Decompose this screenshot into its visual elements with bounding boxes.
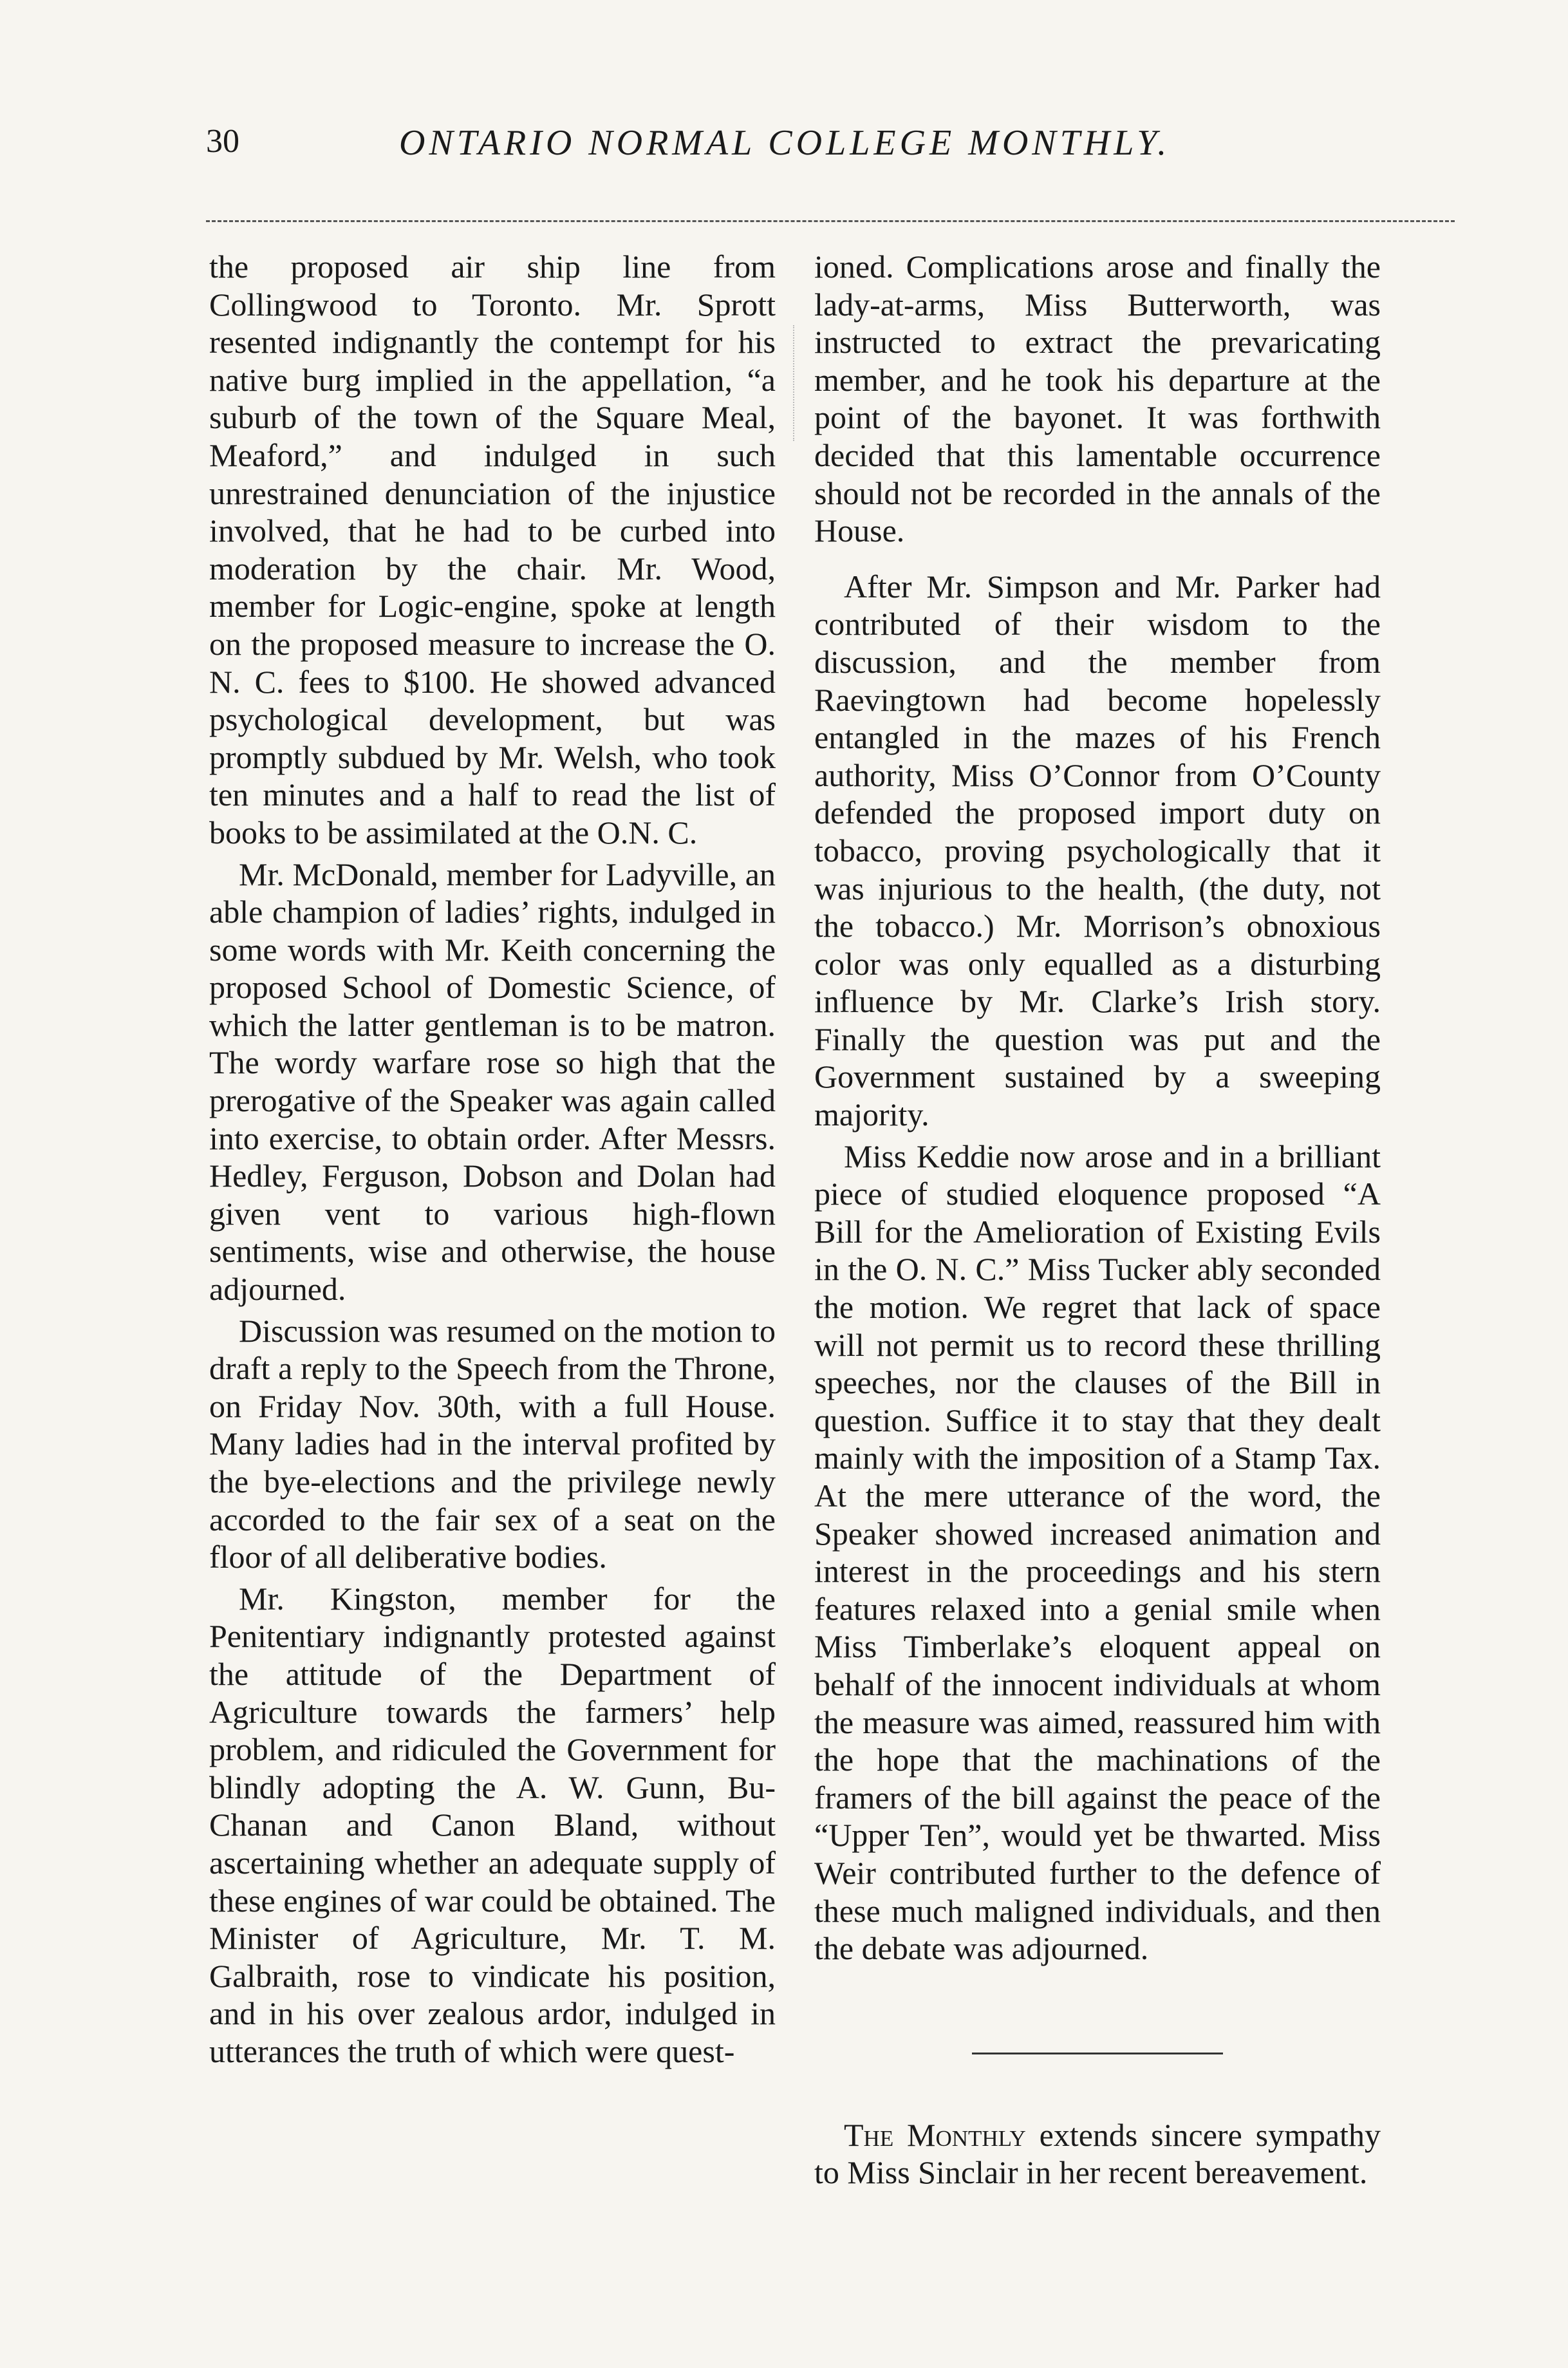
header-rule [206, 220, 1455, 222]
notice-paragraph [814, 2116, 1381, 2192]
paragraph: Discussion was resumed on the motion to draft a reply to the Speech from the Throne, on Friday Nov. 30th, with a full House. Many ladies had in the interval profited by the bye-elections and the privilege newly accorded to the fair sex of a seat on the floor of all deliberative bodies. [209, 1312, 776, 1575]
section-rule [972, 2053, 1223, 2054]
page-number: 30 [206, 123, 239, 160]
running-title: ONTARIO NORMAL COLLEGE MONTHLY. [399, 123, 1171, 163]
paragraph: Miss Keddie now arose and in a brilliant piece of studied eloquence proposed “A Bill for the Amelioration of Existing Evils in the O. N. C.” Miss Tucker ably seconded the motion. We regret that lack of space will not permit us to record these thrilling speeches, nor the clauses of the Bill in question. Suffice it to stay that they dealt mainly with the imposition of a Stamp Tax. At the mere utterance of the word, the Speaker showed increased animation and interest in the proceedings and his stern features relaxed into a genial smile when Miss Timberlake’s eloquent appeal on behalf of the innocent individuals at whom the measure was aimed, reassured him with the hope that the machinations of the framers of the bill against the peace of the “Upper Ten”, would yet be thwarted. Miss Weir contributed further to the defence of these much maligned individuals, and then the debate was adjourned. [814, 1138, 1381, 1967]
paragraph: Mr. McDonald, member for Ladyville, an able champion of ladies’ rights, indulged in some words with Mr. Keith concerning the proposed School of Domestic Science, of which the latter gentleman is to be matron. The wordy warfare rose so high that the prerogative of the Speaker was again called into exercise, to obtain order. After Messrs. Hedley, Ferguson, Dobson and Dolan had given vent to various high-flown sentiments, wise and otherwise, the house adjourned. [209, 856, 776, 1308]
right-column [814, 248, 1381, 2195]
paragraph: Mr. Kingston, member for the Penitentiary indignantly protested against the attitude of the Department of Agriculture towards the farmers’ help problem, and ridiculed the Government for blindly adopting the A. W. Gunn, Bu-Chanan and Canon Bland, without ascertaining whether an adequate supply of these engines of war could be obtained. The Minister of Agriculture, Mr. T. M. Galbraith, rose to vindicate his position, and in his over zealous ardor, indulged in utterances the truth of which were quest- [209, 1580, 776, 2069]
notice-lead: The Monthly [844, 2116, 1026, 2153]
page-header [206, 122, 1452, 174]
left-column [209, 248, 776, 2074]
paragraph: ioned. Complications arose and finally the lady-at-arms, Miss Butterworth, was instructed to extract the prevaricating member, and he took his departure at the point of the bayonet. It was forthwith decided that this lamentable occurrence should not be recorded in the annals of the House. [814, 249, 1381, 549]
paragraph: After Mr. Simpson and Mr. Parker had contributed of their wisdom to the discussion, and the member from Raevingtown had become hopelessly entangled in the mazes of his French authority, Miss O’Connor from O’County defended the proposed import duty on tobacco, proving psychologically that it was injurious to the health, (the duty, not the tobacco.) Mr. Morrison’s obnoxious color was only equalled as a disturbing influence by Mr. Clarke’s Irish story. Finally the question was put and the Government sustained by a sweeping majority. [814, 568, 1381, 1133]
notice-text: extends sincere sympathy to Miss Sinclair in her recent bereavement. [814, 2116, 1381, 2191]
column-divider [793, 325, 794, 441]
paragraph: the proposed air ship line from Collingwood to Toronto. Mr. Sprott resented indignantly the contempt for his native burg implied in the appellation, “a suburb of the town of the Square Meal, Meaford,” and indulged in such unrestrained denunciation of the injustice involved, that he had to be curbed into moderation by the chair. Mr. Wood, member for Logic-engine, spoke at length on the proposed measure to increase the O. N. C. fees to $100. He showed advanced psychological development, but was promptly subdued by Mr. Welsh, who took ten minutes and a half to read the list of books to be assimilated at the O.N. C. [209, 249, 776, 850]
